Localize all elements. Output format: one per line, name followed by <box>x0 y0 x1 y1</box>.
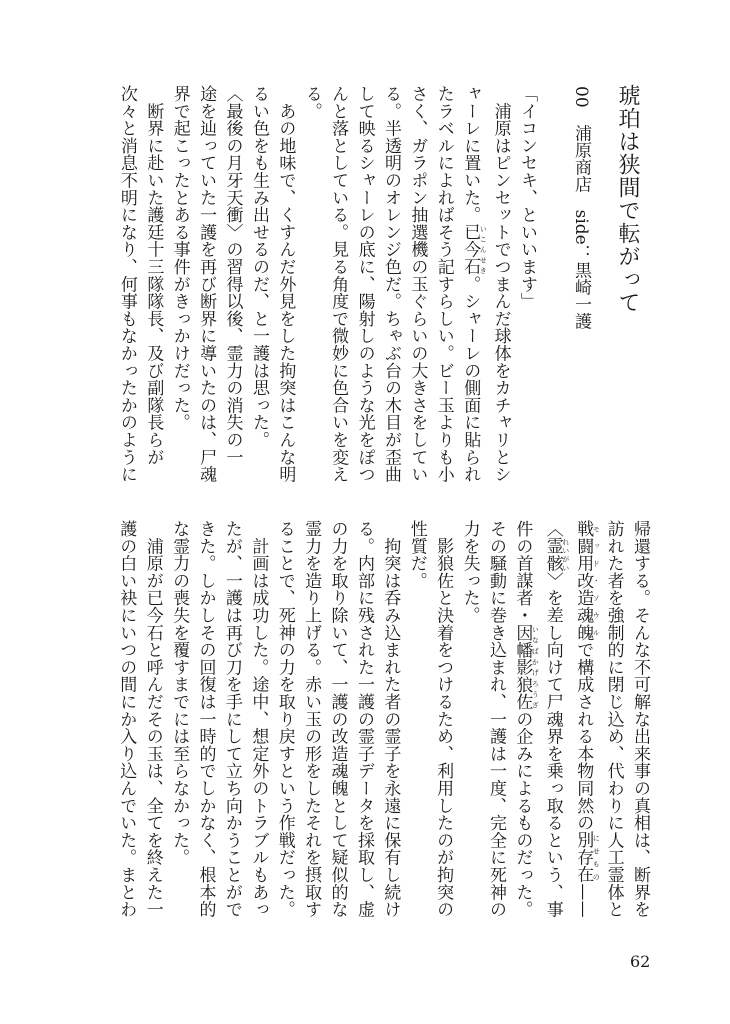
text-segment: 力を失った。 <box>459 520 480 624</box>
text-segment: んと落としている。見る角度で微妙に色合いを変え <box>328 85 349 483</box>
text-segment: るい色をも生み出せるのだ、と一護は思った。 <box>248 85 269 449</box>
text-line <box>325 85 351 483</box>
text-line <box>219 520 245 918</box>
text-segment: な霊力の喪失を覆すまでには至らなかった。 <box>169 520 190 866</box>
text-line <box>219 85 245 483</box>
text-segment: 帰還する。そんな不可解な出来事の真相は、断界を <box>630 520 650 918</box>
text-segment: 次々と消息不明になり、何事もなかったかのように <box>116 85 137 483</box>
ruby-text <box>542 537 570 572</box>
text-segment: の力を取り除いて、一護の改造魂魄として疑似的な <box>327 520 348 918</box>
text-line <box>403 520 429 918</box>
text-segment: 護の白い袂にいつの間にか入り込んでいた。まとわ <box>116 520 137 918</box>
text-segment: たが、一護は再び刀を手にして立ち向かうことがで <box>221 520 242 918</box>
text-line <box>166 520 192 918</box>
text-line <box>166 85 192 483</box>
text-segment: たラベルによればそう記すらしい。ビー玉よりも小 <box>433 85 454 483</box>
text-segment: 浦原はピンセットでつまんだ球体をカチャリとシ <box>490 85 511 483</box>
text-line <box>351 520 377 918</box>
text-line <box>324 520 350 918</box>
text-segment: 〈最後の月牙天衝〉の習得以後、霊力の消失の一 <box>222 85 243 466</box>
text-segment: 〉を差し向けて尸魂界を乗っ取るという、事 <box>542 571 563 918</box>
text-segment: 計画は成功した。途中、想定外のトラブルもあっ <box>248 520 269 918</box>
text-line <box>457 85 487 483</box>
text-line <box>351 85 377 483</box>
ruby-reading: れいがい <box>561 537 570 572</box>
body-text-upper <box>114 85 541 483</box>
text-line <box>627 520 653 918</box>
text-line <box>456 520 482 918</box>
text-segment: る。内部に残された一護の霊子データを採取し、虚 <box>353 520 374 918</box>
text-segment: 拘突は呑み込まれた者の霊子を永遠に保有し続け <box>380 520 401 918</box>
text-line <box>271 520 297 918</box>
text-segment: 浦原が已今石と呼んだその玉は、全てを終えた一 <box>142 520 163 918</box>
text-segment: る。 <box>301 85 322 120</box>
text-segment: の企みによるものだった。 <box>512 710 533 918</box>
text-line <box>298 85 324 483</box>
text-segment: ることで、死神の力を取り戻すという作戦だった。 <box>274 520 295 918</box>
ruby-reading: いこんせき <box>479 223 488 276</box>
text-line <box>600 520 626 918</box>
text-segment: 訪れた者を強制的に閉じ込め、代わりに人工霊体と <box>603 520 624 918</box>
text-line <box>113 520 139 918</box>
text-segment: その騒動に巻き込まれ、一護は一度、完全に死神の <box>485 520 506 918</box>
text-segment: 件の首謀者・ <box>512 520 533 624</box>
text-line <box>378 85 404 483</box>
text-line <box>139 520 165 918</box>
text-line <box>570 520 600 918</box>
text-segment: さく、ガラポン抽選機の玉ぐらいの大きさをしてい <box>407 85 428 483</box>
text-line <box>272 85 298 483</box>
ruby-text <box>512 623 540 711</box>
text-line <box>192 520 218 918</box>
ruby-base: 因幡影狼佐 <box>512 623 533 711</box>
text-line <box>487 85 513 483</box>
page-title: 琥珀は狭間で転がって <box>615 84 640 314</box>
text-segment: 性質だ。 <box>406 520 427 590</box>
text-segment: 霊力を造り上げる。赤い玉の形をしたそれを摂取す <box>301 520 322 918</box>
ruby-base: 戦闘用改造魂魄 <box>573 520 594 642</box>
text-segment: きた。しかしその回復は一時的でしかなく、根本的 <box>195 520 216 918</box>
text-line <box>298 520 324 918</box>
text-line <box>430 520 456 918</box>
text-segment: 影狼佐と決着をつけるため、利用したのが拘突の <box>433 520 454 918</box>
text-line <box>404 85 430 483</box>
ruby-reading: モッド・ソウル <box>592 520 601 642</box>
page-number: 62 <box>630 952 651 971</box>
ruby-base: 別存在 <box>573 831 594 884</box>
text-line <box>514 85 540 483</box>
text-segment: ャーレに置いた。 <box>460 85 481 224</box>
text-line <box>377 520 403 918</box>
ruby-text <box>460 223 488 276</box>
text-line <box>539 520 569 918</box>
ruby-base: 霊骸 <box>542 537 563 572</box>
text-segment: 〈 <box>542 520 563 538</box>
chapter-subtitle: 00 浦原商店 side：黒崎一護 <box>571 86 591 330</box>
ruby-reading: いなばかげろうざ <box>531 623 540 711</box>
text-segment: 。シャーレの側面に貼られ <box>460 275 481 483</box>
text-line <box>140 85 166 483</box>
ruby-text <box>573 831 601 884</box>
text-line <box>246 85 272 483</box>
text-segment: 断界に赴いた護廷十三隊隊長、及び副隊長らが <box>143 85 164 466</box>
ruby-text <box>573 520 601 642</box>
text-segment: で構成される本物同然の <box>573 641 594 832</box>
text-line <box>245 520 271 918</box>
text-line <box>509 520 539 918</box>
text-segment: 途を辿っていた一護を再び断界に導いたのは、尸魂 <box>196 85 217 483</box>
ruby-reading: にせもの <box>592 831 601 884</box>
text-segment: 「イコンセキ、といいます」 <box>517 85 537 310</box>
text-line <box>483 520 509 918</box>
text-segment: して映るシャーレの底に、陽射しのような光をぽつ <box>354 85 375 483</box>
text-segment: あの地味で、くすんだ外見をした拘突はこんな明 <box>275 85 296 483</box>
text-line <box>114 85 140 483</box>
text-line <box>193 85 219 483</box>
body-text-lower <box>113 520 653 918</box>
text-segment: る。半透明のオレンジ色だ。ちゃぶ台の木目が歪曲 <box>380 85 401 483</box>
text-segment: —— <box>573 883 594 918</box>
text-segment: 界で起こったとある事件がきっかけだった。 <box>169 85 190 431</box>
ruby-base: 已今石 <box>460 223 481 276</box>
text-line <box>430 85 456 483</box>
